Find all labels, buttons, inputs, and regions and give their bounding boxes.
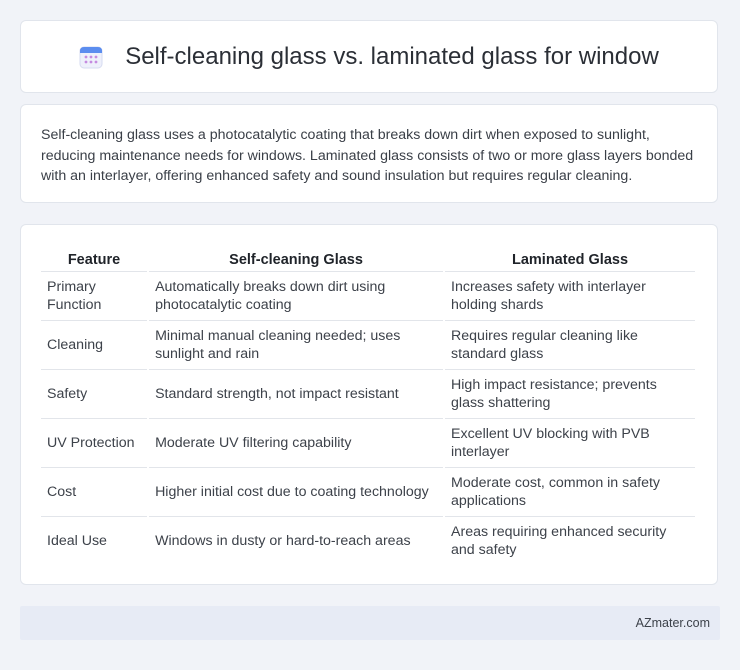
laminated-cell: Moderate cost, common in safety applications — [445, 468, 695, 517]
self-cleaning-cell: Standard strength, not impact resistant — [149, 370, 443, 419]
feature-cell: UV Protection — [41, 419, 147, 468]
summary-card — [20, 104, 718, 203]
feature-cell: Safety — [41, 370, 147, 419]
feature-cell: Cleaning — [41, 321, 147, 370]
comparison-table-card — [20, 224, 718, 585]
calendar-icon — [79, 45, 103, 69]
summary-text: Self-cleaning glass uses a photocatalytic coating that breaks down dirt when exposed to sunlight, reducing maintenance needs for windows. Laminated glass consists of two or more glass layers bonded with an interlayer, offering enhanced safety and sound insulation but requires regular cleaning. — [41, 127, 694, 184]
title-card — [20, 20, 718, 93]
comparison-table — [39, 245, 697, 565]
self-cleaning-cell: Moderate UV filtering capability — [149, 419, 443, 468]
laminated-cell: High impact resistance; prevents glass shattering — [445, 370, 695, 419]
self-cleaning-cell: Higher initial cost due to coating technology — [149, 468, 443, 517]
table-header-row — [41, 245, 695, 272]
feature-cell: Cost — [41, 468, 147, 517]
table-row — [41, 321, 695, 370]
laminated-cell: Excellent UV blocking with PVB interlayer — [445, 419, 695, 468]
laminated-cell: Areas requiring enhanced security and safety — [451, 524, 667, 558]
feature-cell: Ideal Use — [47, 533, 107, 549]
self-cleaning-cell: Minimal manual cleaning needed; uses sunlight and rain — [149, 321, 443, 370]
header-feature: Feature — [41, 245, 147, 272]
laminated-cell: Requires regular cleaning like standard glass — [445, 321, 695, 370]
table-row — [41, 272, 695, 321]
self-cleaning-cell: Automatically breaks down dirt using photocatalytic coating — [149, 272, 443, 321]
feature-cell: Primary Function — [41, 272, 147, 321]
table-row — [41, 370, 695, 419]
footer-bar — [20, 606, 720, 640]
page-title: Self-cleaning glass vs. laminated glass for window — [125, 42, 659, 70]
table-row — [41, 468, 695, 517]
laminated-cell: Increases safety with interlayer holding shards — [445, 272, 695, 321]
table-row — [41, 419, 695, 468]
header-laminated: Laminated Glass — [445, 245, 695, 272]
footer-source: AZmater.com — [635, 616, 710, 630]
header-self-cleaning: Self-cleaning Glass — [149, 245, 443, 272]
self-cleaning-cell: Windows in dusty or hard-to-reach areas — [155, 533, 411, 549]
table-row — [41, 517, 695, 565]
